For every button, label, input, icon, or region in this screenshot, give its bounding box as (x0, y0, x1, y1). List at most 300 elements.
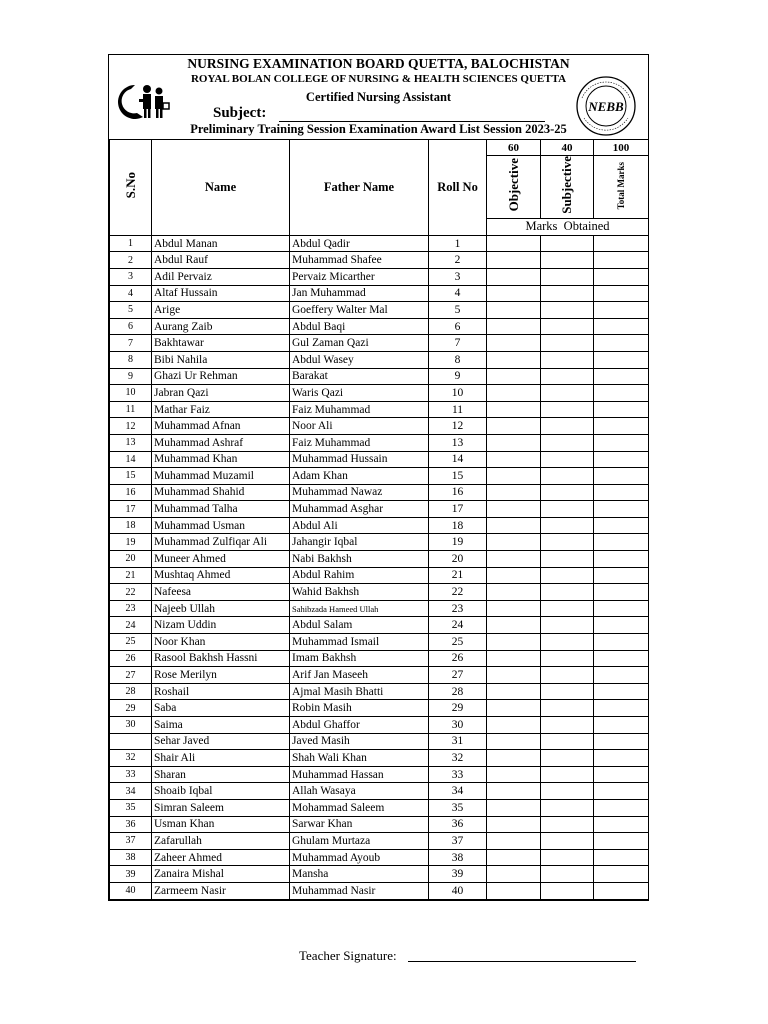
row-subjective-marks (541, 650, 594, 667)
row-father-name: Muhammad Shafee (290, 252, 429, 269)
row-total-marks (594, 750, 649, 767)
row-roll-no: 36 (429, 816, 487, 833)
row-father-name: Sarwar Khan (290, 816, 429, 833)
row-objective-marks (487, 501, 541, 518)
row-total-marks (594, 368, 649, 385)
row-sno: 19 (110, 534, 152, 551)
row-father-name: Allah Wasaya (290, 783, 429, 800)
row-subjective-marks (541, 600, 594, 617)
row-father-name: Adam Khan (290, 468, 429, 485)
row-name: Shair Ali (152, 750, 290, 767)
row-name: Saba (152, 700, 290, 717)
row-subjective-marks (541, 816, 594, 833)
row-roll-no: 12 (429, 418, 487, 435)
program-title: Certified Nursing Assistant (305, 90, 452, 104)
row-roll-no: 5 (429, 302, 487, 319)
row-sno: 9 (110, 368, 152, 385)
row-father-name: Mohammad Saleem (290, 799, 429, 816)
row-total-marks (594, 600, 649, 617)
row-objective-marks (487, 600, 541, 617)
table-row (110, 882, 649, 899)
row-name: Shoaib Iqbal (152, 783, 290, 800)
row-subjective-marks (541, 468, 594, 485)
row-name: Zaheer Ahmed (152, 849, 290, 866)
row-total-marks (594, 534, 649, 551)
row-sno (110, 733, 152, 750)
row-sno: 37 (110, 833, 152, 850)
row-subjective-marks (541, 484, 594, 501)
row-father-name: Wahid Bakhsh (290, 584, 429, 601)
table-row (110, 517, 649, 534)
row-subjective-marks (541, 866, 594, 883)
row-roll-no: 18 (429, 517, 487, 534)
teacher-signature-line (408, 961, 636, 962)
row-sno: 10 (110, 385, 152, 402)
roll-no-header: Roll No (429, 140, 487, 236)
row-total-marks (594, 235, 649, 252)
row-subjective-marks (541, 634, 594, 651)
row-subjective-marks (541, 783, 594, 800)
row-father-name: Faiz Muhammad (290, 401, 429, 418)
row-roll-no: 33 (429, 766, 487, 783)
row-name: Sehar Javed (152, 733, 290, 750)
table-row (110, 418, 649, 435)
table-row (110, 584, 649, 601)
row-sno: 5 (110, 302, 152, 319)
row-objective-marks (487, 434, 541, 451)
row-father-name: Mansha (290, 866, 429, 883)
table-row (110, 351, 649, 368)
row-objective-marks (487, 799, 541, 816)
row-sno: 30 (110, 717, 152, 734)
row-name: Noor Khan (152, 634, 290, 651)
row-roll-no: 13 (429, 434, 487, 451)
table-row (110, 551, 649, 568)
session-title: Preliminary Training Session Examination Award List Session 2023-25 (190, 122, 567, 136)
row-sno: 39 (110, 866, 152, 883)
row-objective-marks (487, 534, 541, 551)
row-sno: 21 (110, 567, 152, 584)
award-list-sheet (108, 54, 649, 901)
row-objective-marks (487, 833, 541, 850)
row-sno: 38 (110, 849, 152, 866)
row-total-marks (594, 302, 649, 319)
row-father-name: Abdul Wasey (290, 351, 429, 368)
row-sno: 7 (110, 335, 152, 352)
row-subjective-marks (541, 451, 594, 468)
row-sno: 25 (110, 634, 152, 651)
row-total-marks (594, 617, 649, 634)
row-roll-no: 24 (429, 617, 487, 634)
row-subjective-marks (541, 351, 594, 368)
table-row (110, 401, 649, 418)
row-roll-no: 11 (429, 401, 487, 418)
row-objective-marks (487, 318, 541, 335)
row-objective-marks (487, 783, 541, 800)
college-title: ROYAL BOLAN COLLEGE OF NURSING & HEALTH SCIENCES QUETTA (190, 73, 567, 85)
table-row (110, 733, 649, 750)
row-name: Ghazi Ur Rehman (152, 368, 290, 385)
row-sno: 14 (110, 451, 152, 468)
row-roll-no: 19 (429, 534, 487, 551)
row-father-name: Muhammad Nawaz (290, 484, 429, 501)
table-row (110, 783, 649, 800)
row-sno: 40 (110, 882, 152, 899)
row-sno: 32 (110, 750, 152, 767)
row-total-marks (594, 335, 649, 352)
row-subjective-marks (541, 235, 594, 252)
table-row (110, 816, 649, 833)
row-subjective-marks (541, 434, 594, 451)
row-objective-marks (487, 816, 541, 833)
table-row (110, 268, 649, 285)
row-name: Zanaira Mishal (152, 866, 290, 883)
row-name: Mathar Faiz (152, 401, 290, 418)
row-subjective-marks (541, 268, 594, 285)
table-row (110, 700, 649, 717)
table-row (110, 833, 649, 850)
row-father-name: Ghulam Murtaza (290, 833, 429, 850)
row-total-marks (594, 318, 649, 335)
row-total-marks (594, 385, 649, 402)
row-roll-no: 39 (429, 866, 487, 883)
row-total-marks (594, 650, 649, 667)
row-total-marks (594, 833, 649, 850)
row-roll-no: 25 (429, 634, 487, 651)
row-roll-no: 3 (429, 268, 487, 285)
row-roll-no: 7 (429, 335, 487, 352)
row-subjective-marks (541, 849, 594, 866)
row-sno: 6 (110, 318, 152, 335)
board-title: NURSING EXAMINATION BOARD QUETTA, BALOCHISTAN (187, 56, 570, 71)
row-total-marks (594, 468, 649, 485)
row-roll-no: 26 (429, 650, 487, 667)
row-roll-no: 4 (429, 285, 487, 302)
row-objective-marks (487, 335, 541, 352)
row-name: Jabran Qazi (152, 385, 290, 402)
table-row (110, 750, 649, 767)
row-objective-marks (487, 766, 541, 783)
row-total-marks (594, 484, 649, 501)
row-father-name: Javed Masih (290, 733, 429, 750)
table-row (110, 235, 649, 252)
row-subjective-marks (541, 799, 594, 816)
row-sno: 8 (110, 351, 152, 368)
row-father-name: Arif Jan Maseeh (290, 667, 429, 684)
row-father-name: Muhammad Hussain (290, 451, 429, 468)
row-total-marks (594, 451, 649, 468)
row-father-name: Goeffery Walter Mal (290, 302, 429, 319)
row-total-marks (594, 683, 649, 700)
row-objective-marks (487, 717, 541, 734)
row-total-marks (594, 866, 649, 883)
row-objective-marks (487, 252, 541, 269)
row-total-marks (594, 783, 649, 800)
row-name: Usman Khan (152, 816, 290, 833)
row-sno: 15 (110, 468, 152, 485)
row-roll-no: 21 (429, 567, 487, 584)
row-subjective-marks (541, 385, 594, 402)
row-objective-marks (487, 302, 541, 319)
row-father-name: Abdul Ghaffor (290, 717, 429, 734)
row-roll-no: 1 (429, 235, 487, 252)
table-row (110, 650, 649, 667)
marks-obtained-header: Marks Obtained (487, 218, 649, 235)
row-roll-no: 15 (429, 468, 487, 485)
row-subjective-marks (541, 667, 594, 684)
row-sno: 1 (110, 235, 152, 252)
row-total-marks (594, 667, 649, 684)
row-sno: 16 (110, 484, 152, 501)
row-total-marks (594, 252, 649, 269)
row-objective-marks (487, 517, 541, 534)
row-name: Mushtaq Ahmed (152, 567, 290, 584)
row-total-marks (594, 501, 649, 518)
row-sno: 28 (110, 683, 152, 700)
row-name: Zarmeem Nasir (152, 882, 290, 899)
row-name: Arige (152, 302, 290, 319)
table-row (110, 799, 649, 816)
row-objective-marks (487, 866, 541, 883)
row-father-name: Gul Zaman Qazi (290, 335, 429, 352)
row-subjective-marks (541, 418, 594, 435)
row-objective-marks (487, 351, 541, 368)
row-sno: 18 (110, 517, 152, 534)
table-row (110, 484, 649, 501)
row-name: Rasool Bakhsh Hassni (152, 650, 290, 667)
row-roll-no: 35 (429, 799, 487, 816)
row-subjective-marks (541, 368, 594, 385)
row-father-name: Shah Wali Khan (290, 750, 429, 767)
row-objective-marks (487, 484, 541, 501)
row-total-marks (594, 285, 649, 302)
table-row (110, 501, 649, 518)
row-name: Muhammad Talha (152, 501, 290, 518)
table-row (110, 368, 649, 385)
row-total-marks (594, 733, 649, 750)
row-father-name: Abdul Ali (290, 517, 429, 534)
table-row (110, 302, 649, 319)
table-row (110, 567, 649, 584)
row-name: Adil Pervaiz (152, 268, 290, 285)
row-name: Aurang Zaib (152, 318, 290, 335)
row-subjective-marks (541, 584, 594, 601)
row-father-name: Muhammad Nasir (290, 882, 429, 899)
row-objective-marks (487, 634, 541, 651)
row-name: Zafarullah (152, 833, 290, 850)
row-father-name: Barakat (290, 368, 429, 385)
row-father-name: Abdul Salam (290, 617, 429, 634)
row-father-name: Imam Bakhsh (290, 650, 429, 667)
table-row (110, 683, 649, 700)
row-subjective-marks (541, 717, 594, 734)
row-sno: 17 (110, 501, 152, 518)
row-sno: 35 (110, 799, 152, 816)
row-objective-marks (487, 285, 541, 302)
row-sno: 33 (110, 766, 152, 783)
row-roll-no: 34 (429, 783, 487, 800)
row-subjective-marks (541, 700, 594, 717)
row-name: Muhammad Usman (152, 517, 290, 534)
seal-text: NEBB (588, 99, 624, 114)
row-total-marks (594, 418, 649, 435)
row-father-name: Faiz Muhammad (290, 434, 429, 451)
row-subjective-marks (541, 750, 594, 767)
row-objective-marks (487, 882, 541, 899)
row-name: Nafeesa (152, 584, 290, 601)
nebb-seal-icon (574, 74, 638, 138)
row-total-marks (594, 766, 649, 783)
row-roll-no: 27 (429, 667, 487, 684)
row-name: Bakhtawar (152, 335, 290, 352)
row-name: Najeeb Ullah (152, 600, 290, 617)
row-name: Sharan (152, 766, 290, 783)
row-father-name: Muhammad Hassan (290, 766, 429, 783)
row-subjective-marks (541, 501, 594, 518)
row-objective-marks (487, 418, 541, 435)
table-row (110, 252, 649, 269)
row-sno: 22 (110, 584, 152, 601)
row-total-marks (594, 551, 649, 568)
row-roll-no: 14 (429, 451, 487, 468)
row-sno: 20 (110, 551, 152, 568)
row-objective-marks (487, 650, 541, 667)
sno-header: S.No (110, 140, 152, 236)
row-subjective-marks (541, 617, 594, 634)
row-father-name: Muhammad Asghar (290, 501, 429, 518)
row-sno: 34 (110, 783, 152, 800)
row-objective-marks (487, 401, 541, 418)
row-father-name: Waris Qazi (290, 385, 429, 402)
row-subjective-marks (541, 882, 594, 899)
row-total-marks (594, 700, 649, 717)
row-objective-marks (487, 700, 541, 717)
row-roll-no: 10 (429, 385, 487, 402)
row-father-name: Jan Muhammad (290, 285, 429, 302)
teacher-signature-label: Teacher Signature: (299, 948, 397, 963)
college-logo-icon (117, 81, 173, 121)
table-row (110, 667, 649, 684)
row-father-name: Muhammad Ayoub (290, 849, 429, 866)
document-header (109, 55, 648, 139)
row-sno: 26 (110, 650, 152, 667)
row-subjective-marks (541, 833, 594, 850)
row-objective-marks (487, 468, 541, 485)
row-father-name: Abdul Qadir (290, 235, 429, 252)
row-name: Muhammad Muzamil (152, 468, 290, 485)
row-name: Altaf Hussain (152, 285, 290, 302)
row-name: Roshail (152, 683, 290, 700)
row-name: Bibi Nahila (152, 351, 290, 368)
row-father-name: Ajmal Masih Bhatti (290, 683, 429, 700)
row-roll-no: 38 (429, 849, 487, 866)
subjective-max-marks: 40 (541, 140, 594, 156)
row-name: Muhammad Ashraf (152, 434, 290, 451)
row-objective-marks (487, 268, 541, 285)
father-name-header: Father Name (290, 140, 429, 236)
row-objective-marks (487, 750, 541, 767)
row-subjective-marks (541, 318, 594, 335)
row-total-marks (594, 717, 649, 734)
row-sno: 27 (110, 667, 152, 684)
row-roll-no: 37 (429, 833, 487, 850)
row-roll-no: 22 (429, 584, 487, 601)
row-father-name: Jahangir Iqbal (290, 534, 429, 551)
row-roll-no: 28 (429, 683, 487, 700)
row-objective-marks (487, 551, 541, 568)
row-sno: 24 (110, 617, 152, 634)
row-sno: 36 (110, 816, 152, 833)
row-total-marks (594, 849, 649, 866)
row-name: Muhammad Zulfiqar Ali (152, 534, 290, 551)
row-objective-marks (487, 368, 541, 385)
row-objective-marks (487, 584, 541, 601)
row-objective-marks (487, 451, 541, 468)
subject-label: Subject: (213, 105, 267, 121)
table-row (110, 617, 649, 634)
row-objective-marks (487, 733, 541, 750)
row-father-name: Robin Masih (290, 700, 429, 717)
row-objective-marks (487, 235, 541, 252)
row-total-marks (594, 634, 649, 651)
row-subjective-marks (541, 401, 594, 418)
row-name: Muhammad Khan (152, 451, 290, 468)
row-roll-no: 31 (429, 733, 487, 750)
row-subjective-marks (541, 733, 594, 750)
row-roll-no: 32 (429, 750, 487, 767)
row-father-name: Muhammad Ismail (290, 634, 429, 651)
row-name: Muhammad Afnan (152, 418, 290, 435)
row-roll-no: 20 (429, 551, 487, 568)
row-objective-marks (487, 683, 541, 700)
row-total-marks (594, 799, 649, 816)
row-name: Muneer Ahmed (152, 551, 290, 568)
row-father-name: Noor Ali (290, 418, 429, 435)
subjective-header: Subjective (541, 156, 594, 219)
row-roll-no: 30 (429, 717, 487, 734)
row-subjective-marks (541, 567, 594, 584)
table-row (110, 717, 649, 734)
table-row (110, 468, 649, 485)
row-subjective-marks (541, 285, 594, 302)
row-objective-marks (487, 385, 541, 402)
row-total-marks (594, 584, 649, 601)
row-objective-marks (487, 849, 541, 866)
row-subjective-marks (541, 517, 594, 534)
row-subjective-marks (541, 534, 594, 551)
row-roll-no: 9 (429, 368, 487, 385)
row-name: Abdul Manan (152, 235, 290, 252)
row-total-marks (594, 882, 649, 899)
table-row (110, 318, 649, 335)
row-total-marks (594, 517, 649, 534)
row-roll-no: 6 (429, 318, 487, 335)
row-name: Muhammad Shahid (152, 484, 290, 501)
table-row (110, 600, 649, 617)
table-row (110, 335, 649, 352)
total-marks-header: Total Marks (594, 156, 649, 219)
row-subjective-marks (541, 252, 594, 269)
row-father-name: Sahibzada Hameed Ullah (290, 600, 429, 617)
row-objective-marks (487, 567, 541, 584)
row-name: Rose Merilyn (152, 667, 290, 684)
row-sno: 4 (110, 285, 152, 302)
total-max-marks: 100 (594, 140, 649, 156)
row-roll-no: 2 (429, 252, 487, 269)
row-sno: 3 (110, 268, 152, 285)
table-row (110, 434, 649, 451)
row-sno: 12 (110, 418, 152, 435)
